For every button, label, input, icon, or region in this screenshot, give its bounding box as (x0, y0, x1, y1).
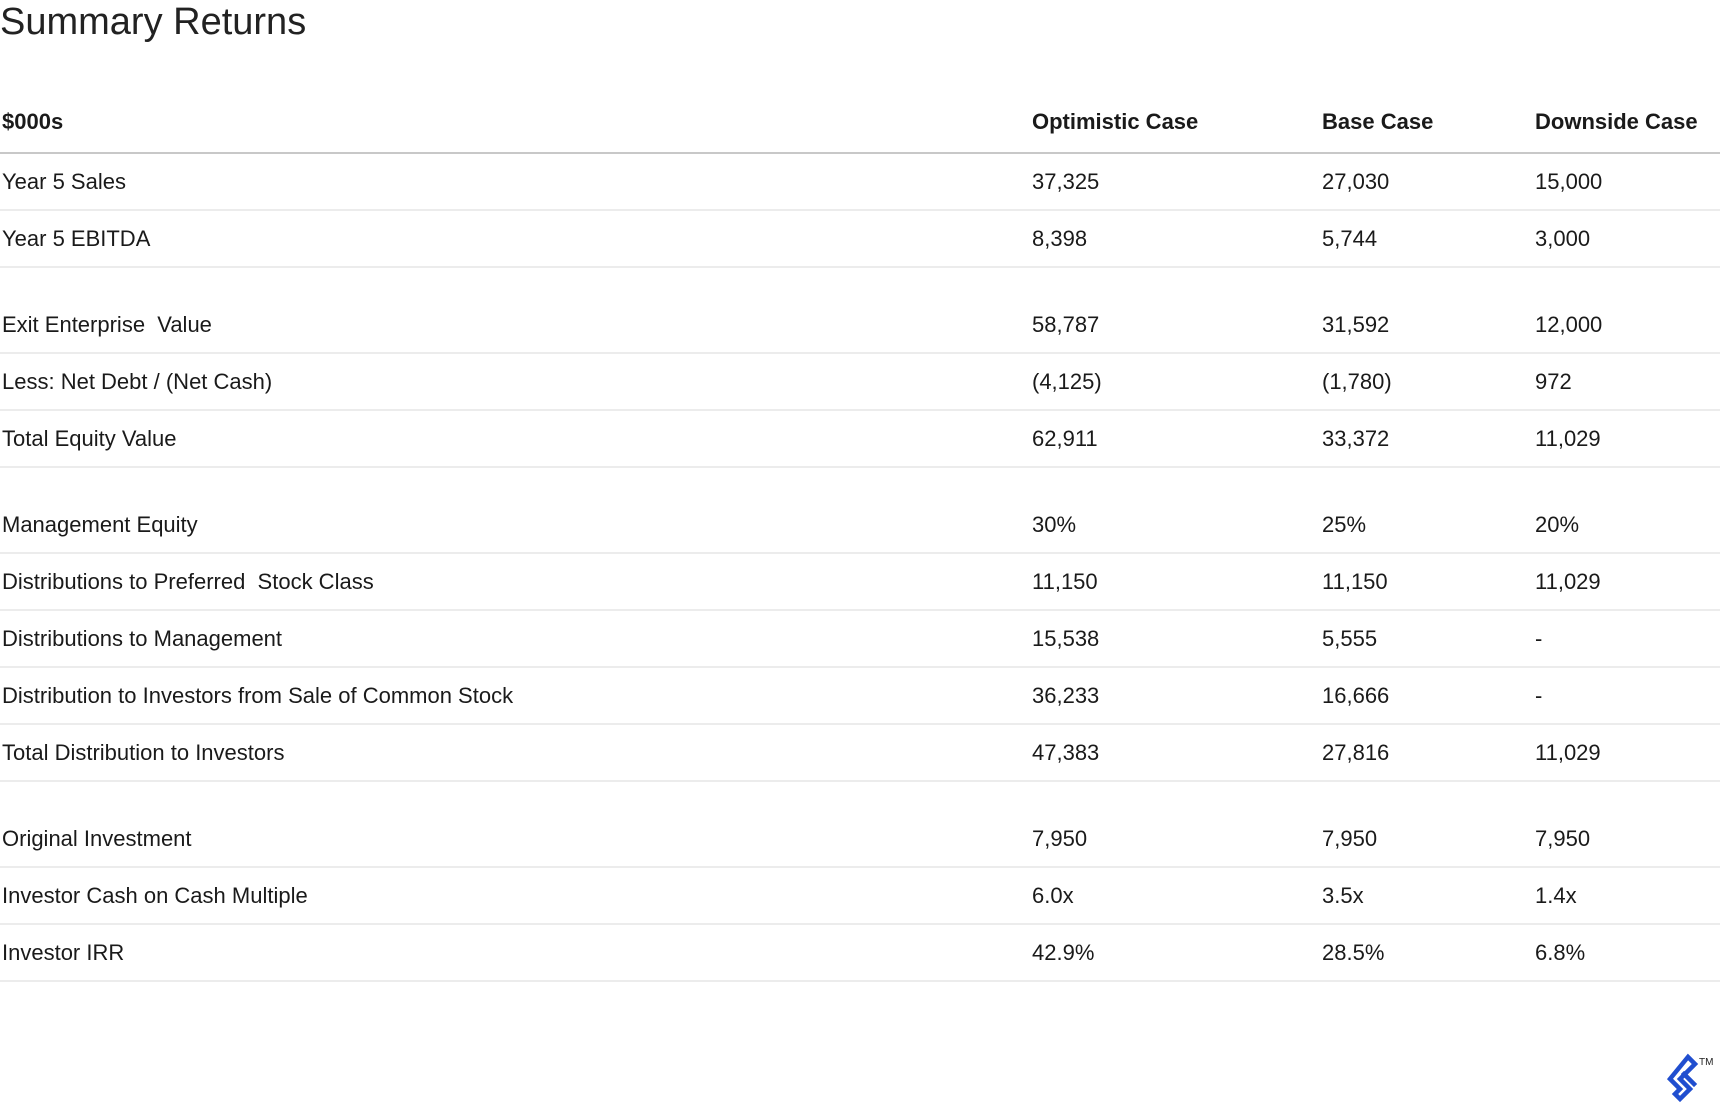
optimistic-value: 11,150 (1032, 568, 1098, 594)
table-row (0, 668, 1720, 725)
header-downside-case: Downside Case (1535, 109, 1698, 134)
table-row (0, 411, 1720, 468)
row-label: Investor Cash on Cash Multiple (2, 882, 308, 908)
table-row (0, 211, 1720, 268)
optimistic-value: 15,538 (1032, 625, 1100, 651)
base-value: 11,150 (1322, 568, 1388, 594)
optimistic-value: (4,125) (1032, 368, 1102, 394)
row-label: Distributions to Preferred Stock Class (2, 568, 374, 594)
base-value: 27,030 (1322, 168, 1390, 194)
downside-value: 12,000 (1535, 311, 1603, 337)
optimistic-value: 8,398 (1032, 225, 1088, 251)
group-spacer (0, 782, 1720, 811)
table-row (0, 811, 1720, 868)
downside-value: 1.4x (1535, 882, 1577, 908)
toptal-logo-icon (1668, 1054, 1712, 1104)
group-spacer (0, 268, 1720, 297)
downside-value: 6.8% (1535, 939, 1586, 965)
optimistic-value: 36,233 (1032, 682, 1100, 708)
row-label: Distribution to Investors from Sale of Common Stock (2, 682, 514, 708)
downside-value: 20% (1535, 511, 1580, 537)
table-row (0, 154, 1720, 211)
downside-value: 3,000 (1535, 225, 1591, 251)
base-value: 31,592 (1322, 311, 1390, 337)
base-value: 3.5x (1322, 882, 1364, 908)
downside-value: 11,029 (1535, 739, 1601, 765)
optimistic-value: 37,325 (1032, 168, 1100, 194)
row-label: Distributions to Management (2, 625, 283, 651)
table-header-row (0, 92, 1720, 154)
row-label: Total Distribution to Investors (2, 739, 285, 765)
table-row (0, 297, 1720, 354)
table-row (0, 554, 1720, 611)
table-row (0, 354, 1720, 411)
group-spacer (0, 468, 1720, 497)
downside-value: - (1535, 682, 1543, 708)
base-value: 25% (1322, 511, 1367, 537)
header-optimistic-case: Optimistic Case (1032, 109, 1199, 134)
base-value: 5,744 (1322, 225, 1378, 251)
base-value: 5,555 (1322, 625, 1378, 651)
header-base-case: Base Case (1322, 109, 1434, 134)
summary-returns-table (0, 92, 1720, 982)
base-value: 28.5% (1322, 939, 1385, 965)
downside-value: 7,950 (1535, 825, 1591, 851)
optimistic-value: 47,383 (1032, 739, 1100, 765)
table-row (0, 497, 1720, 554)
downside-value: 11,029 (1535, 568, 1601, 594)
row-label: Less: Net Debt / (Net Cash) (2, 368, 273, 394)
optimistic-value: 30% (1032, 511, 1077, 537)
base-value: 27,816 (1322, 739, 1390, 765)
header-units: $000s (2, 109, 64, 134)
optimistic-value: 7,950 (1032, 825, 1088, 851)
row-label: Investor IRR (2, 939, 125, 965)
downside-value: 972 (1535, 368, 1572, 394)
row-label: Exit Enterprise Value (2, 311, 212, 337)
downside-value: 15,000 (1535, 168, 1603, 194)
row-label: Management Equity (2, 511, 198, 537)
base-value: 33,372 (1322, 425, 1390, 451)
base-value: (1,780) (1322, 368, 1392, 394)
trademark-label: TM (1699, 1057, 1714, 1068)
base-value: 7,950 (1322, 825, 1378, 851)
optimistic-value: 58,787 (1032, 311, 1100, 337)
row-label: Year 5 Sales (2, 168, 126, 194)
optimistic-value: 6.0x (1032, 882, 1074, 908)
optimistic-value: 42.9% (1032, 939, 1095, 965)
base-value: 16,666 (1322, 682, 1390, 708)
table-row (0, 925, 1720, 982)
table-row (0, 868, 1720, 925)
row-label: Total Equity Value (2, 425, 177, 451)
row-label: Original Investment (2, 825, 192, 851)
optimistic-value: 62,911 (1032, 425, 1098, 451)
page-title: Summary Returns (0, 1, 307, 43)
downside-value: - (1535, 625, 1543, 651)
table-row (0, 725, 1720, 782)
table-row (0, 611, 1720, 668)
downside-value: 11,029 (1535, 425, 1601, 451)
row-label: Year 5 EBITDA (2, 225, 151, 251)
